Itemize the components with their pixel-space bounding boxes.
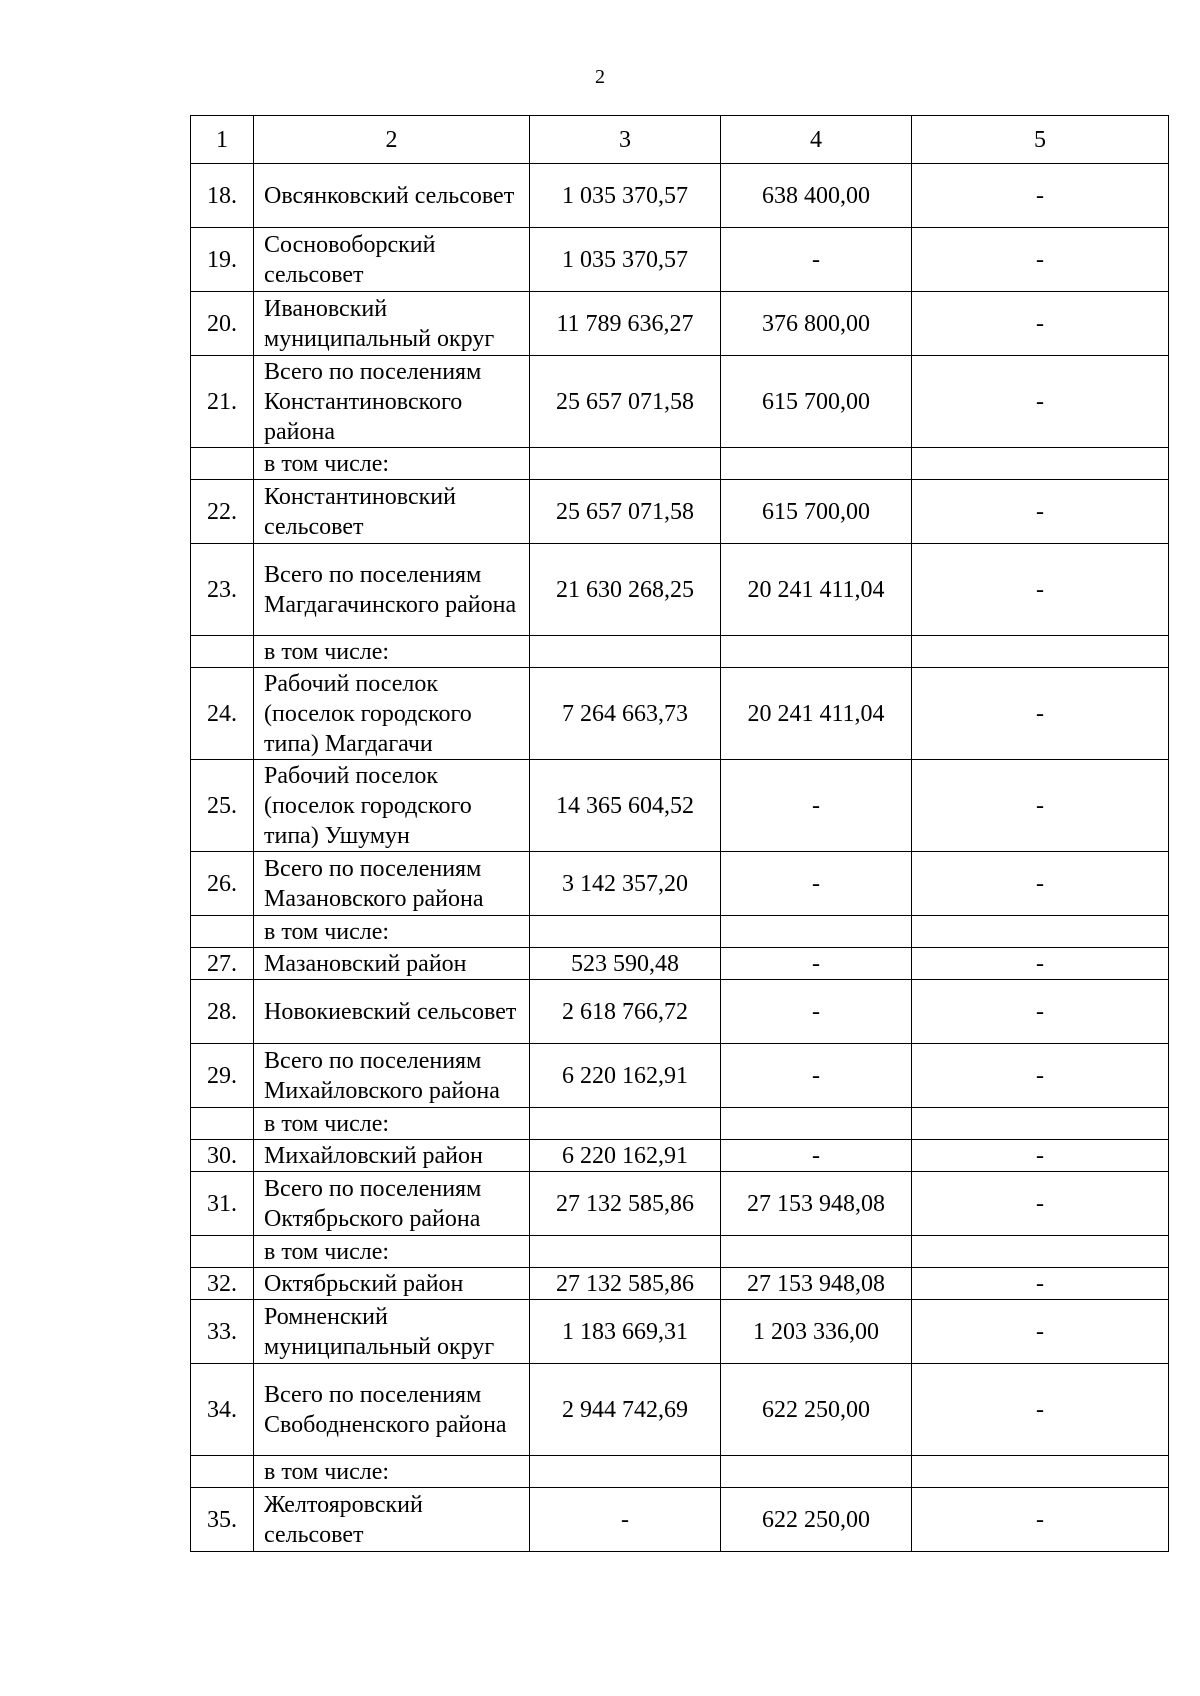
column-5-value-cell: - — [912, 1044, 1169, 1108]
table-body — [191, 116, 1169, 1552]
column-3-value-cell: 25 657 071,58 — [530, 356, 721, 448]
column-4-value-cell: 27 153 948,08 — [721, 1268, 912, 1300]
settlement-name-cell: Сосновоборский сельсовет — [254, 228, 530, 292]
column-header-4: 4 — [721, 116, 912, 164]
column-4-value-cell — [721, 636, 912, 668]
column-3-value-cell: 21 630 268,25 — [530, 544, 721, 636]
column-4-value-cell: - — [721, 980, 912, 1044]
table-row — [191, 1140, 1169, 1172]
column-5-value-cell: - — [912, 1140, 1169, 1172]
row-number-cell: 33. — [191, 1300, 254, 1364]
settlement-name-cell: Всего по поселениям Октябрьского района — [254, 1172, 530, 1236]
table-row — [191, 852, 1169, 916]
page-number: 2 — [595, 66, 605, 88]
column-4-value-cell — [721, 1108, 912, 1140]
column-5-value-cell: - — [912, 760, 1169, 852]
column-4-value-cell: 27 153 948,08 — [721, 1172, 912, 1236]
table-row — [191, 356, 1169, 448]
settlement-name-cell: Всего по поселениям Свободненского района — [254, 1364, 530, 1456]
column-4-value-cell: 615 700,00 — [721, 356, 912, 448]
settlement-name-cell: Константиновский сельсовет — [254, 480, 530, 544]
column-4-value-cell — [721, 1456, 912, 1488]
table-row — [191, 948, 1169, 980]
column-4-value-cell — [721, 916, 912, 948]
table-row — [191, 636, 1169, 668]
settlement-name-cell: Овсянковский сельсовет — [254, 164, 530, 228]
column-3-value-cell: - — [530, 1488, 721, 1552]
column-3-value-cell — [530, 1456, 721, 1488]
table-row — [191, 1456, 1169, 1488]
settlement-name-cell: Всего по поселениям Михайловского района — [254, 1044, 530, 1108]
column-5-value-cell: - — [912, 980, 1169, 1044]
table-row — [191, 480, 1169, 544]
row-number-cell: 29. — [191, 1044, 254, 1108]
row-number-cell: 21. — [191, 356, 254, 448]
column-header-2: 2 — [254, 116, 530, 164]
row-number-cell: 35. — [191, 1488, 254, 1552]
settlement-name-cell: Рабочий поселок (поселок городского типа) Ушумун — [254, 760, 530, 852]
row-number-cell: 20. — [191, 292, 254, 356]
table-row — [191, 164, 1169, 228]
column-4-value-cell: 376 800,00 — [721, 292, 912, 356]
column-3-value-cell: 2 944 742,69 — [530, 1364, 721, 1456]
column-3-value-cell: 1 183 669,31 — [530, 1300, 721, 1364]
column-4-value-cell: 638 400,00 — [721, 164, 912, 228]
column-5-value-cell: - — [912, 1172, 1169, 1236]
settlement-name-cell: Михайловский район — [254, 1140, 530, 1172]
table-row — [191, 1172, 1169, 1236]
column-header-5: 5 — [912, 116, 1169, 164]
row-number-cell — [191, 1236, 254, 1268]
column-4-value-cell — [721, 1236, 912, 1268]
column-4-value-cell: - — [721, 760, 912, 852]
row-number-cell: 34. — [191, 1364, 254, 1456]
column-5-value-cell: - — [912, 356, 1169, 448]
settlement-name-cell: в том числе: — [254, 916, 530, 948]
column-3-value-cell: 3 142 357,20 — [530, 852, 721, 916]
column-3-value-cell: 27 132 585,86 — [530, 1268, 721, 1300]
row-number-cell: 19. — [191, 228, 254, 292]
column-4-value-cell: 20 241 411,04 — [721, 544, 912, 636]
column-3-value-cell: 7 264 663,73 — [530, 668, 721, 760]
column-4-value-cell: - — [721, 1140, 912, 1172]
settlement-name-cell: Всего по поселениям Магдагачинского района — [254, 544, 530, 636]
table-row — [191, 1044, 1169, 1108]
row-number-cell — [191, 1456, 254, 1488]
column-3-value-cell: 1 035 370,57 — [530, 228, 721, 292]
table-row — [191, 228, 1169, 292]
row-number-cell: 25. — [191, 760, 254, 852]
column-5-value-cell — [912, 448, 1169, 480]
settlement-name-cell: Рабочий поселок (поселок городского типа) Магдагачи — [254, 668, 530, 760]
column-5-value-cell: - — [912, 1364, 1169, 1456]
column-4-value-cell: - — [721, 1044, 912, 1108]
row-number-cell — [191, 1108, 254, 1140]
table-row — [191, 544, 1169, 636]
column-3-value-cell — [530, 916, 721, 948]
settlement-name-cell: в том числе: — [254, 448, 530, 480]
column-4-value-cell: - — [721, 948, 912, 980]
row-number-cell: 26. — [191, 852, 254, 916]
settlement-name-cell: Мазановский район — [254, 948, 530, 980]
table-row — [191, 448, 1169, 480]
column-4-value-cell — [721, 448, 912, 480]
row-number-cell: 23. — [191, 544, 254, 636]
table-row — [191, 760, 1169, 852]
settlement-name-cell: Желтояровский сельсовет — [254, 1488, 530, 1552]
table-row — [191, 980, 1169, 1044]
table-row — [191, 1364, 1169, 1456]
column-5-value-cell: - — [912, 852, 1169, 916]
row-number-cell: 30. — [191, 1140, 254, 1172]
row-number-cell: 32. — [191, 1268, 254, 1300]
table-row — [191, 916, 1169, 948]
column-5-value-cell: - — [912, 948, 1169, 980]
column-header-1: 1 — [191, 116, 254, 164]
column-4-value-cell: 615 700,00 — [721, 480, 912, 544]
column-5-value-cell: - — [912, 544, 1169, 636]
column-4-value-cell: 20 241 411,04 — [721, 668, 912, 760]
settlement-name-cell: Новокиевский сельсовет — [254, 980, 530, 1044]
column-5-value-cell: - — [912, 1300, 1169, 1364]
settlement-name-cell: Всего по поселениям Константиновского района — [254, 356, 530, 448]
settlement-name-cell: Всего по поселениям Мазановского района — [254, 852, 530, 916]
column-3-value-cell: 523 590,48 — [530, 948, 721, 980]
row-number-cell: 28. — [191, 980, 254, 1044]
column-4-value-cell: - — [721, 228, 912, 292]
column-3-value-cell: 1 035 370,57 — [530, 164, 721, 228]
column-3-value-cell — [530, 1108, 721, 1140]
column-4-value-cell: 1 203 336,00 — [721, 1300, 912, 1364]
column-5-value-cell — [912, 636, 1169, 668]
column-4-value-cell: 622 250,00 — [721, 1488, 912, 1552]
table-row — [191, 1488, 1169, 1552]
column-3-value-cell: 25 657 071,58 — [530, 480, 721, 544]
settlement-name-cell: Ромненский муниципальный округ — [254, 1300, 530, 1364]
settlement-name-cell: в том числе: — [254, 636, 530, 668]
row-number-cell — [191, 448, 254, 480]
settlement-name-cell: Октябрьский район — [254, 1268, 530, 1300]
column-3-value-cell: 11 789 636,27 — [530, 292, 721, 356]
column-5-value-cell: - — [912, 668, 1169, 760]
row-number-cell — [191, 636, 254, 668]
column-5-value-cell: - — [912, 292, 1169, 356]
column-5-value-cell — [912, 1456, 1169, 1488]
column-3-value-cell: 2 618 766,72 — [530, 980, 721, 1044]
settlement-name-cell: Ивановский муниципальный округ — [254, 292, 530, 356]
settlement-name-cell: в том числе: — [254, 1108, 530, 1140]
row-number-cell: 31. — [191, 1172, 254, 1236]
column-5-value-cell: - — [912, 164, 1169, 228]
column-3-value-cell — [530, 448, 721, 480]
row-number-cell: 22. — [191, 480, 254, 544]
column-5-value-cell — [912, 916, 1169, 948]
settlement-name-cell: в том числе: — [254, 1456, 530, 1488]
column-3-value-cell — [530, 636, 721, 668]
column-5-value-cell: - — [912, 480, 1169, 544]
row-number-cell: 18. — [191, 164, 254, 228]
column-5-value-cell — [912, 1108, 1169, 1140]
row-number-cell: 27. — [191, 948, 254, 980]
table-row — [191, 1236, 1169, 1268]
column-3-value-cell: 27 132 585,86 — [530, 1172, 721, 1236]
table-row — [191, 668, 1169, 760]
column-5-value-cell — [912, 1236, 1169, 1268]
column-3-value-cell: 14 365 604,52 — [530, 760, 721, 852]
column-4-value-cell: 622 250,00 — [721, 1364, 912, 1456]
column-4-value-cell: - — [721, 852, 912, 916]
column-5-value-cell: - — [912, 228, 1169, 292]
column-5-value-cell: - — [912, 1488, 1169, 1552]
column-3-value-cell — [530, 1236, 721, 1268]
allocation-table — [190, 115, 1169, 1552]
settlement-name-cell: в том числе: — [254, 1236, 530, 1268]
column-3-value-cell: 6 220 162,91 — [530, 1044, 721, 1108]
table-row — [191, 1300, 1169, 1364]
column-5-value-cell: - — [912, 1268, 1169, 1300]
table-row — [191, 1108, 1169, 1140]
row-number-cell: 24. — [191, 668, 254, 760]
table-row — [191, 292, 1169, 356]
column-header-3: 3 — [530, 116, 721, 164]
column-3-value-cell: 6 220 162,91 — [530, 1140, 721, 1172]
row-number-cell — [191, 916, 254, 948]
table-row — [191, 1268, 1169, 1300]
table-header-row — [191, 116, 1169, 164]
